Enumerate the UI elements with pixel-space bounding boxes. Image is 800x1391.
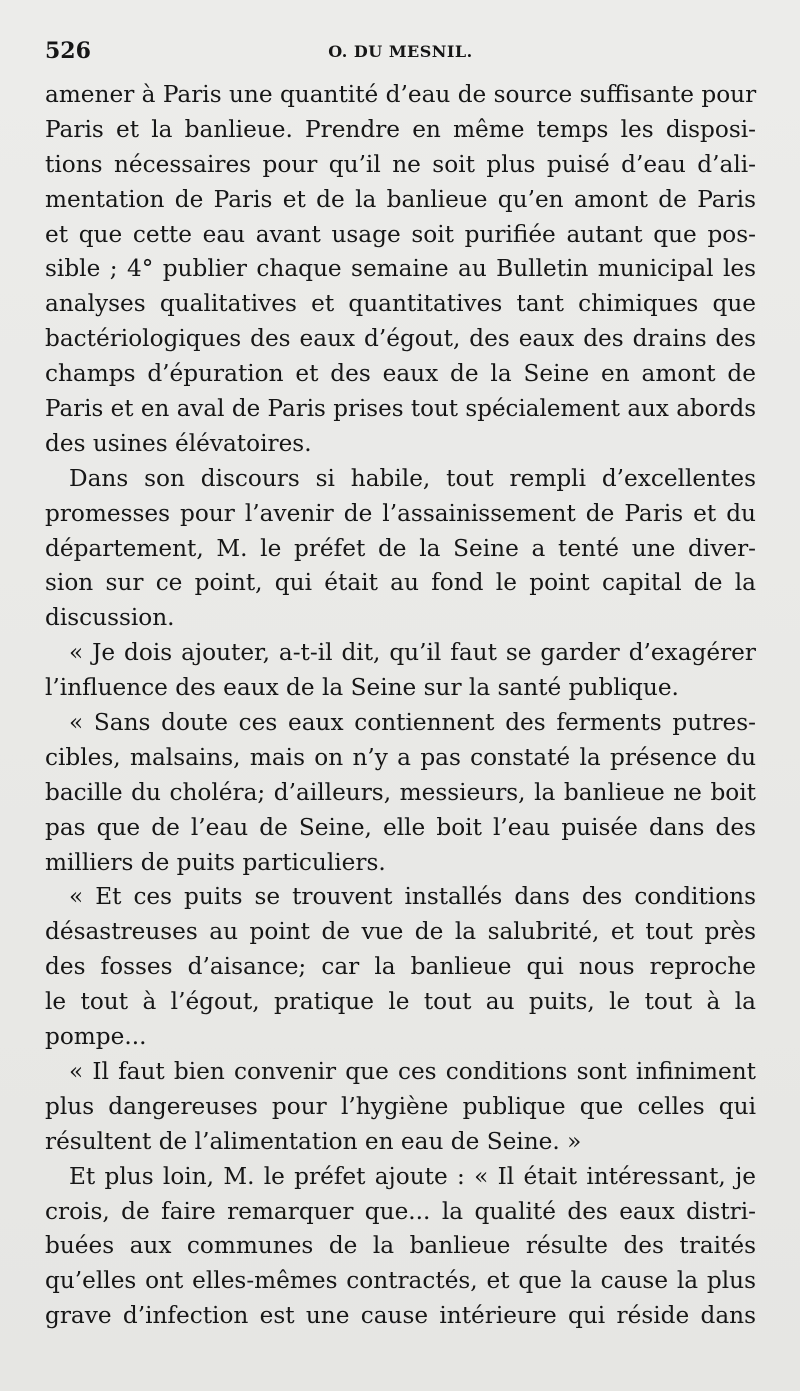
text-line: sible ; 4° publier chaque semaine au Bulletin municipal les: [45, 255, 756, 283]
text-line: cibles, malsains, mais on n’y a pas constaté la présence du: [45, 743, 756, 771]
text-line: qu’elles ont elles-mêmes contractés, et que la cause la plus: [45, 1267, 756, 1295]
running-head: [45, 38, 756, 78]
text-line: sion sur ce point, qui était au fond le point capital de la: [45, 569, 756, 597]
text-line: plus dangereuses pour l’hygiène publique que celles qui: [45, 1092, 756, 1120]
text-line: bactériologiques des eaux d’égout, des eaux des drains des: [45, 325, 756, 353]
text-line: « Je dois ajouter, a-t-il dit, qu’il faut se garder d’exagérer: [69, 639, 756, 667]
text-line: milliers de puits particuliers.: [45, 848, 386, 876]
text-line: l’influence des eaux de la Seine sur la santé publique.: [45, 674, 679, 702]
text-line: pas que de l’eau de Seine, elle boit l’eau puisée dans des: [45, 813, 756, 841]
text-line: Paris et la banlieue. Prendre en même temps les disposi-: [45, 115, 756, 143]
text-line: amener à Paris une quantité d’eau de source suffisante pour: [45, 81, 757, 108]
text-line: champs d’épuration et des eaux de la Seine en amont de: [45, 360, 756, 388]
text-line: Dans son discours si habile, tout rempli d’excellentes: [69, 464, 756, 492]
text-line: tions nécessaires pour qu’il ne soit plus puisé d’eau d’ali-: [45, 150, 756, 178]
text-line: pompe...: [45, 1023, 147, 1051]
text-line: Paris et en aval de Paris prises tout spécialement aux abords: [45, 396, 756, 423]
text-line: le tout à l’égout, pratique le tout au puits, le tout à la: [45, 988, 756, 1016]
running-head-title: O. DU MESNIL.: [328, 42, 473, 61]
text-line: mentation de Paris et de la banlieue qu’en amont de Paris: [45, 185, 756, 213]
text-line: résultent de l’alimentation en eau de Seine. »: [45, 1127, 582, 1155]
text-line: Et plus loin, M. le préfet ajoute : « Il était intéressant, je: [69, 1162, 756, 1190]
text-line: et que cette eau avant usage soit purifiée autant que pos-: [45, 220, 756, 248]
text-line: grave d’infection est une cause intérieure qui réside dans: [45, 1302, 756, 1330]
text-line: « Sans doute ces eaux contiennent des ferments putres-: [69, 709, 756, 737]
text-line: des usines élévatoires.: [45, 429, 312, 457]
text-line: crois, de faire remarquer que... la qualité des eaux distri-: [45, 1197, 756, 1225]
body-text: [45, 78, 756, 1334]
text-line: département, M. le préfet de la Seine a tenté une diver-: [45, 534, 756, 562]
text-line: analyses qualitatives et quantitatives tant chimiques que: [45, 290, 756, 318]
text-line: des fosses d’aisance; car la banlieue qui nous reproche: [45, 953, 756, 981]
text-line: buées aux communes de la banlieue résulte des traités: [45, 1232, 756, 1260]
text-line: « Et ces puits se trouvent installés dans des conditions: [69, 883, 756, 911]
text-line: « Il faut bien convenir que ces conditions sont infiniment: [69, 1057, 756, 1085]
text-line: promesses pour l’avenir de l’assainissement de Paris et du: [45, 499, 756, 527]
page-number: 526: [45, 38, 91, 64]
text-line: désastreuses au point de vue de la salubrité, et tout près: [45, 918, 756, 946]
text-line: bacille du choléra; d’ailleurs, messieurs, la banlieue ne boit: [45, 778, 756, 806]
text-line: discussion.: [45, 604, 175, 632]
